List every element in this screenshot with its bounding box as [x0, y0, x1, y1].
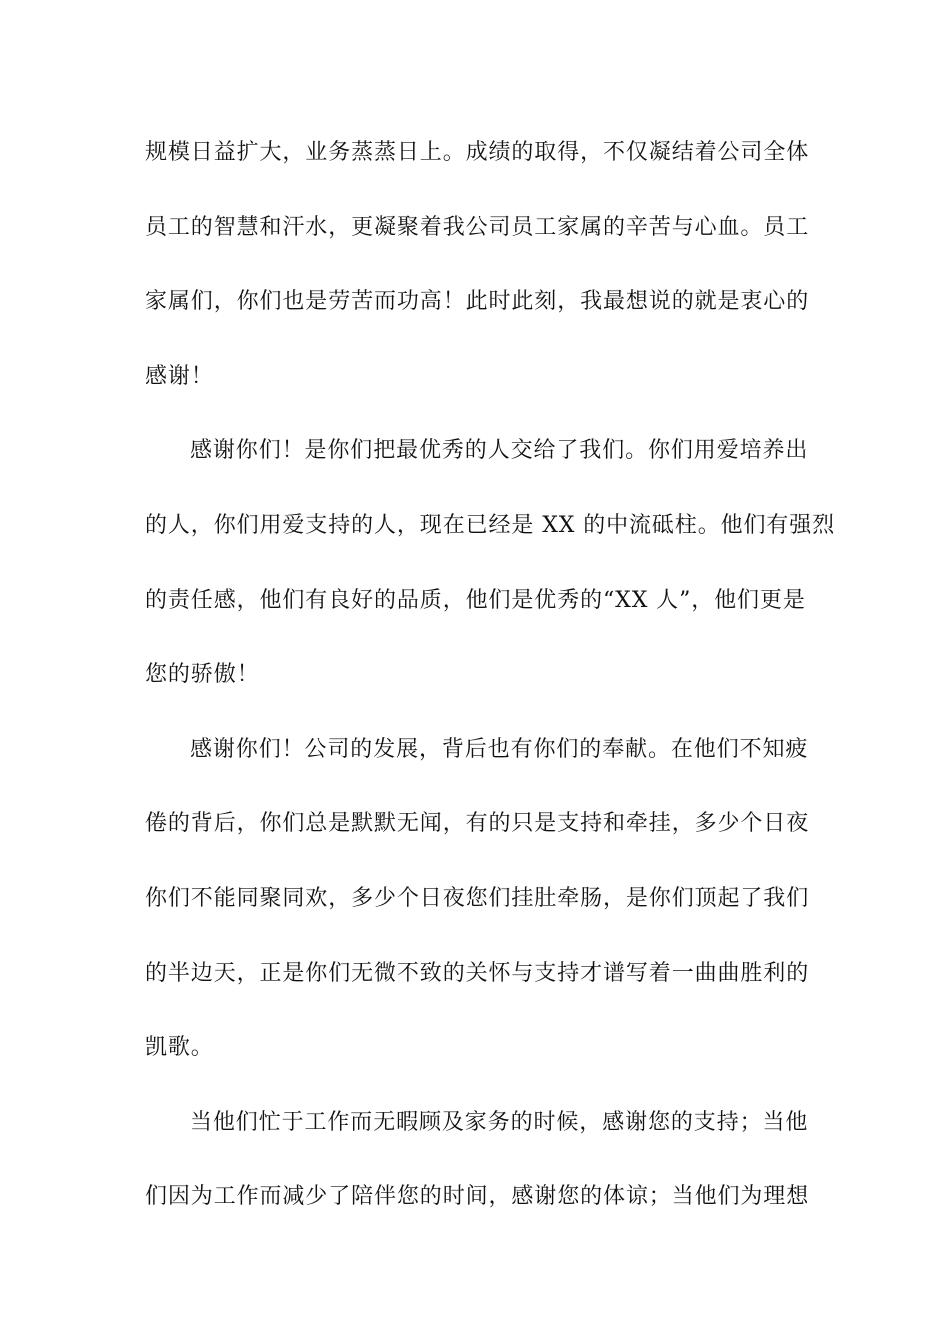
text-line: 的责任感，他们有良好的品质，他们是优秀的“XX 人”，他们更是	[145, 587, 806, 613]
text-line: 您的骄傲！	[145, 662, 260, 688]
text-line: 你们不能同聚同欢，多少个日夜您们挂肚牵肠，是你们顶起了我们	[145, 885, 810, 911]
text-line: 员工的智慧和汗水，更凝聚着我公司员工家属的辛苦与心血。员工	[145, 214, 810, 240]
text-line: 的半边天，正是你们无微不致的关怀与支持才谱写着一曲曲胜利的	[145, 960, 810, 986]
paragraph-first-line: 感谢你们！是你们把最优秀的人交给了我们。你们用爱培养出	[190, 438, 809, 464]
text-line: 倦的背后，你们总是默默无闻，有的只是支持和牵挂，多少个日夜	[145, 811, 810, 837]
document-body	[145, 130, 836, 1249]
text-line: 们因为工作而减少了陪伴您的时间，感谢您的体谅；当他们为理想	[145, 1184, 810, 1210]
text-line: 规模日益扩大，业务蒸蒸日上。成绩的取得，不仅凝结着公司全体	[145, 140, 810, 165]
text-line: 感谢！	[145, 363, 214, 389]
paragraph-first-line: 感谢你们！公司的发展，背后也有你们的奉献。在他们不知疲	[190, 736, 809, 762]
text-line: 家属们，你们也是劳苦而功高！此时此刻，我最想说的就是衷心的	[145, 289, 810, 315]
text-line: 凯歌。	[145, 1035, 214, 1061]
paragraph-first-line: 当他们忙于工作而无暇顾及家务的时候，感谢您的支持；当他	[190, 1109, 809, 1135]
text-line: 的人，你们用爱支持的人，现在已经是 XX 的中流砥柱。他们有强烈	[145, 512, 836, 538]
